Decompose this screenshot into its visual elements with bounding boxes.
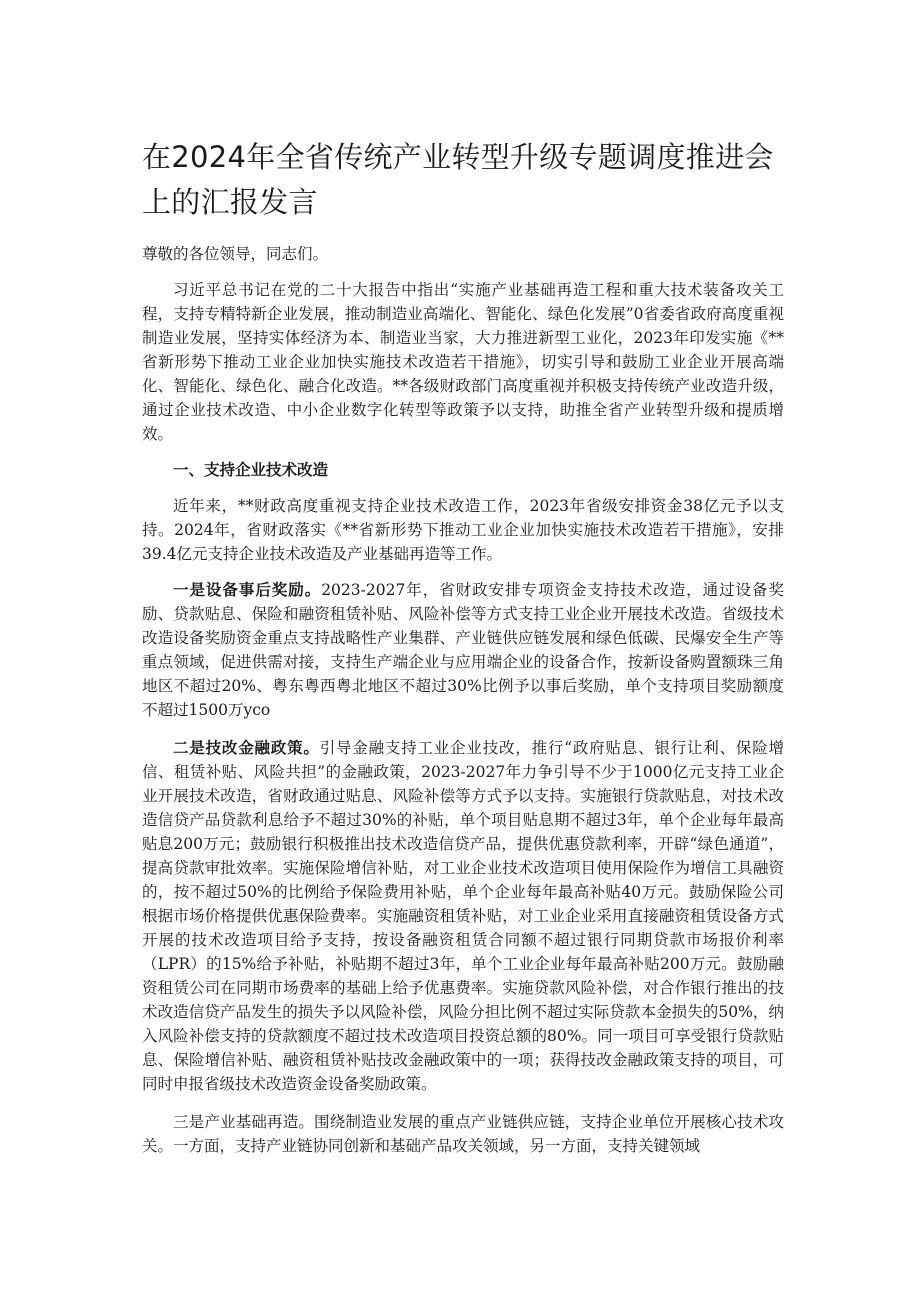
- item2-paragraph: [142, 736, 784, 1096]
- item1-paragraph: [142, 578, 784, 722]
- item1-text: 2023-2027年，省财政安排专项资金支持技术改造，通过设备奖励、贷款贴息、保险和融资租赁补贴、风险补偿等方式支持工业企业开展技术改造。省级技术改造设备奖励资金重点支持战略性产业集群、产业链供应链发展和绿色低碳、民爆安全生产等重点领域，促进供需对接，支持生产端企业与应用端企业的设备合作，按新设备购置额珠三角地区不超过20%、粤东粤西粤北地区不超过30%比例予以事后奖励，单个支持项目奖励额度不超过1500万yco: [142, 581, 784, 719]
- salutation: 尊敬的各位领导，同志们。: [142, 245, 329, 263]
- document-body: [142, 242, 784, 1158]
- section1-paragraph: 近年来，**财政高度重视支持企业技术改造工作，2023年省级安排资金38亿元予以支持。2024年，省财政落实《**省新形势下推动工业企业加快实施技术改造若干措施》，安排39.4亿元支持企业技术改造及产业基础再造等工作。: [142, 497, 784, 563]
- item2-text: 引导金融支持工业企业技改，推行“政府贴息、银行让利、保险增信、租赁补贴、风险共担”的金融政策，2023-2027年力争引导不少于1000亿元支持工业企业开展技术改造，省财政通过贴息、风险补偿等方式予以支持。实施银行贷款贴息，对技术改造信贷产品贷款利息给予不超过30%的补贴，单个项目贴息期不超过3年，单个企业每年最高贴息200万元；鼓励银行积极推出技术改造信贷产品，提供优惠贷款利率，开辟“绿色通道”，提高贷款审批效率。实施保险增信补贴，对工业企业技术改造项目使用保险作为增信工具融资的，按不超过50%的比例给予保险费用补贴，单个企业每年最高补贴40万元。鼓励保险公司根据市场价格提供优惠保险费率。实施融资租赁补贴，对工业企业采用直接融资租赁设备方式开展的技术改造项目给予支持，按设备融资租赁合同额不超过银行同期贷款市场报价利率（LPR）的15%给予补贴，补贴期不超过3年，单个工业企业每年最高补贴200万元。鼓励融资租赁公司在同期市场费率的基础上给予优惠费率。实施贷款风险补偿，对合作银行推出的技术改造信贷产品发生的损失予以风险补偿，风险分担比例不超过实际贷款本金损失的50%，纳入风险补偿支持的贷款额度不超过技术改造项目投资总额的80%。同一项目可享受银行贷款贴息、保险增信补贴、融资租赁补贴技改金融政策中的一项；获得技改金融政策支持的项目，可同时申报省级技术改造资金设备奖励政策。: [142, 739, 784, 1093]
- item3-paragraph: 三是产业基础再造。围绕制造业发展的重点产业链供应链，支持企业单位开展核心技术攻关。一方面，支持产业链协同创新和基础产品攻关领域，另一方面，支持关键领域: [142, 1113, 784, 1155]
- intro-paragraph: 习近平总书记在党的二十大报告中指出“实施产业基础再造工程和重大技术装备攻关工程，支持专精特新企业发展，推动制造业高端化、智能化、绿色化发展”0省委省政府高度重视制造业发展，坚持实体经济为本、制造业当家，大力推进新型工业化，2023年印发实施《**省新形势下推动工业企业加快实施技术改造若干措施》，切实引导和鼓励工业企业开展高端化、智能化、绿色化、融合化改造。**各级财政部门高度重视并积极支持传统产业改造升级，通过企业技术改造、中小企业数字化转型等政策予以支持，助推全省产业转型升级和提质增效。: [142, 281, 784, 443]
- item1-lead: 一是设备事后奖励。: [173, 580, 322, 599]
- section-heading-1: 一、支持企业技术改造: [173, 460, 329, 479]
- document-title: 在2024年全省传统产业转型升级专题调度推进会上的汇报发言: [142, 140, 774, 219]
- item2-lead: 二是技改金融政策。: [173, 738, 320, 757]
